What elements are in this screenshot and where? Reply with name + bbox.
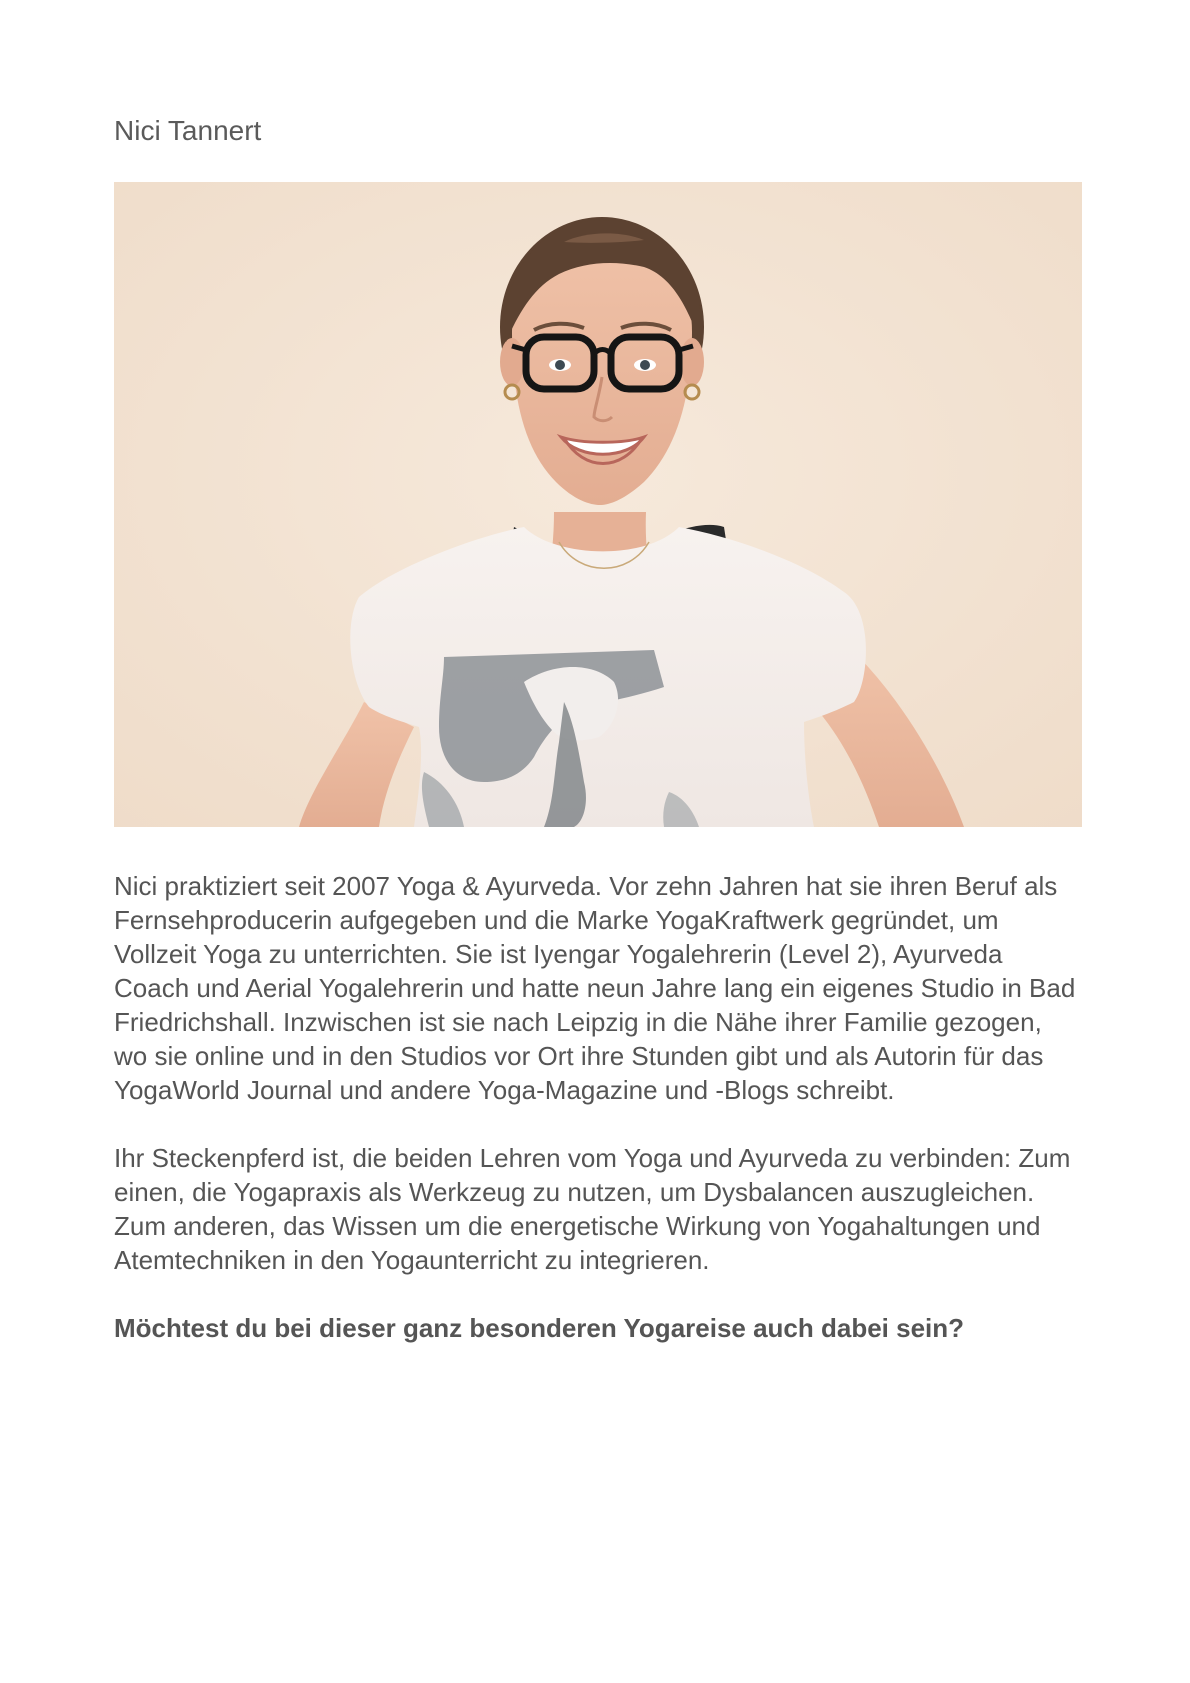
paragraph-focus: Ihr Steckenpferd ist, die beiden Lehren vom Yoga und Ayurveda zu verbinden: Zum einen, die Yogapraxis als Werkzeug zu nutzen, um Dysbalancen auszugleichen. Zum anderen, das Wissen um die energetische Wirkung von Yogahaltungen und Atemtechniken in den Yogaunterricht zu integrieren. — [114, 1143, 1071, 1275]
paragraph-intro: Nici praktiziert seit 2007 Yoga & Ayurveda. Vor zehn Jahren hat sie ihren Beruf als Fernsehproducerin aufgegeben und die Marke YogaKraftwerk gegründet, um Vollzeit Yoga zu unterrichten. Sie ist Iyengar Yogalehrerin (Level 2), Ayurveda Coach und Aerial Yogalehrerin und hatte neun Jahre lang ein eigenes Studio in Bad Friedrichshall. Inzwischen ist sie nach Leipzig in die Nähe ihrer Familie gezogen, wo sie online und in den Studios vor Ort ihre Stunden gibt und als Autorin für das YogaWorld Journal und andere Yoga-Magazine und -Blogs schreibt. — [114, 871, 1076, 1105]
person-name: Nici Tannert — [114, 115, 262, 146]
closing-question: Möchtest du bei dieser ganz besonderen Yogareise auch dabei sein? — [114, 1313, 965, 1343]
portrait-photo — [114, 182, 1082, 827]
body-text — [114, 869, 1082, 1379]
